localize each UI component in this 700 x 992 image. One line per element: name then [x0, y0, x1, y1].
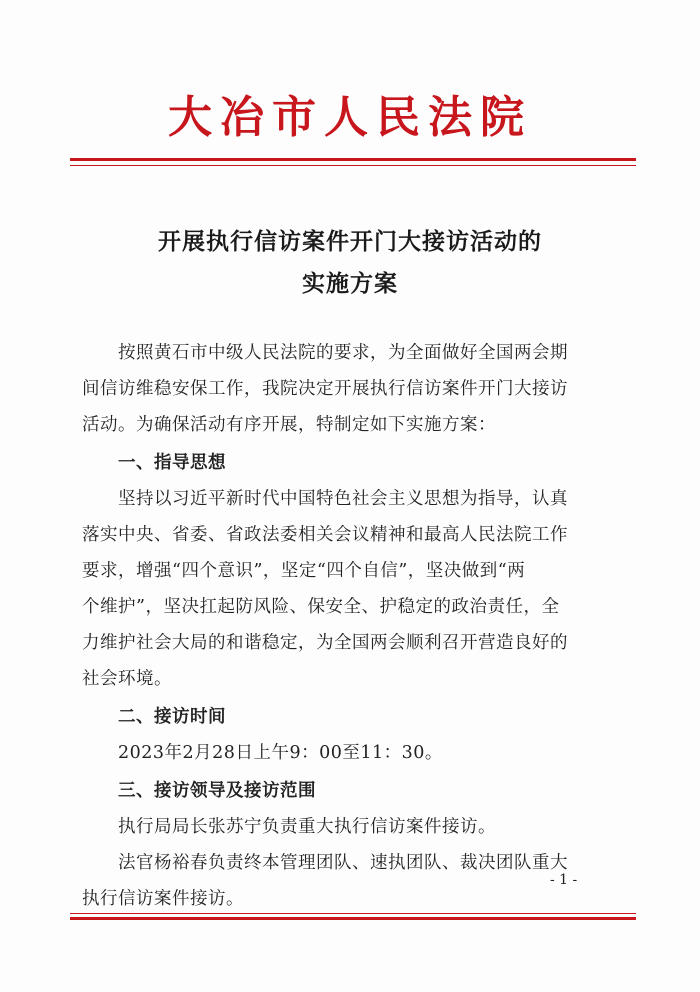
- masthead-rule-thick: [70, 158, 636, 161]
- paragraph-line: 活动。为确保活动有序开展，特制定如下实施方案：: [82, 415, 496, 435]
- paragraph-line: 坚持以习近平新时代中国特色社会主义思想为指导，认真: [118, 489, 568, 509]
- paragraph-line: 要求，增强“四个意识”，坚定“四个自信”，坚决做到“两: [82, 561, 526, 581]
- section-heading-2: 二、接访时间: [118, 707, 226, 727]
- paragraph-line: 按照黄石市中级人民法院的要求，为全面做好全国两会期: [118, 343, 568, 363]
- section-heading-3: 三、接访领导及接访范围: [118, 781, 316, 801]
- paragraph-line: 执行局局长张苏宁负责重大执行信访案件接访。: [118, 817, 496, 837]
- page-number: - 1 -: [550, 872, 578, 888]
- paragraph-line: 落实中央、省委、省政法委相关会议精神和最高人民法院工作: [82, 525, 568, 545]
- paragraph-line: 执行信访案件接访。: [82, 889, 244, 909]
- visit-time: 2023年2月28日上午9：00至11：30。: [118, 743, 443, 763]
- paragraph-line: 力维护社会大局的和谐稳定，为全国两会顺利召开营造良好的: [82, 633, 568, 653]
- paragraph-line: 个维护”，坚决扛起防风险、保安全、护稳定的政治责任，全: [82, 597, 560, 617]
- section-heading-1: 一、指导思想: [118, 453, 226, 473]
- footer-rule-thin: [70, 913, 636, 914]
- paragraph-line: 法官杨裕春负责终本管理团队、速执团队、裁决团队重大: [118, 853, 568, 873]
- paragraph-line: 间信访维稳安保工作，我院决定开展执行信访案件开门大接访: [82, 379, 568, 399]
- document-title-line-2: 实施方案: [302, 270, 398, 297]
- footer-rule-thick: [70, 917, 636, 920]
- document-title-line-1: 开展执行信访案件开门大接访活动的: [158, 228, 542, 255]
- masthead-rule-thin: [70, 165, 636, 166]
- court-masthead: 大冶市人民法院: [168, 92, 532, 143]
- paragraph-line: 社会环境。: [82, 669, 172, 689]
